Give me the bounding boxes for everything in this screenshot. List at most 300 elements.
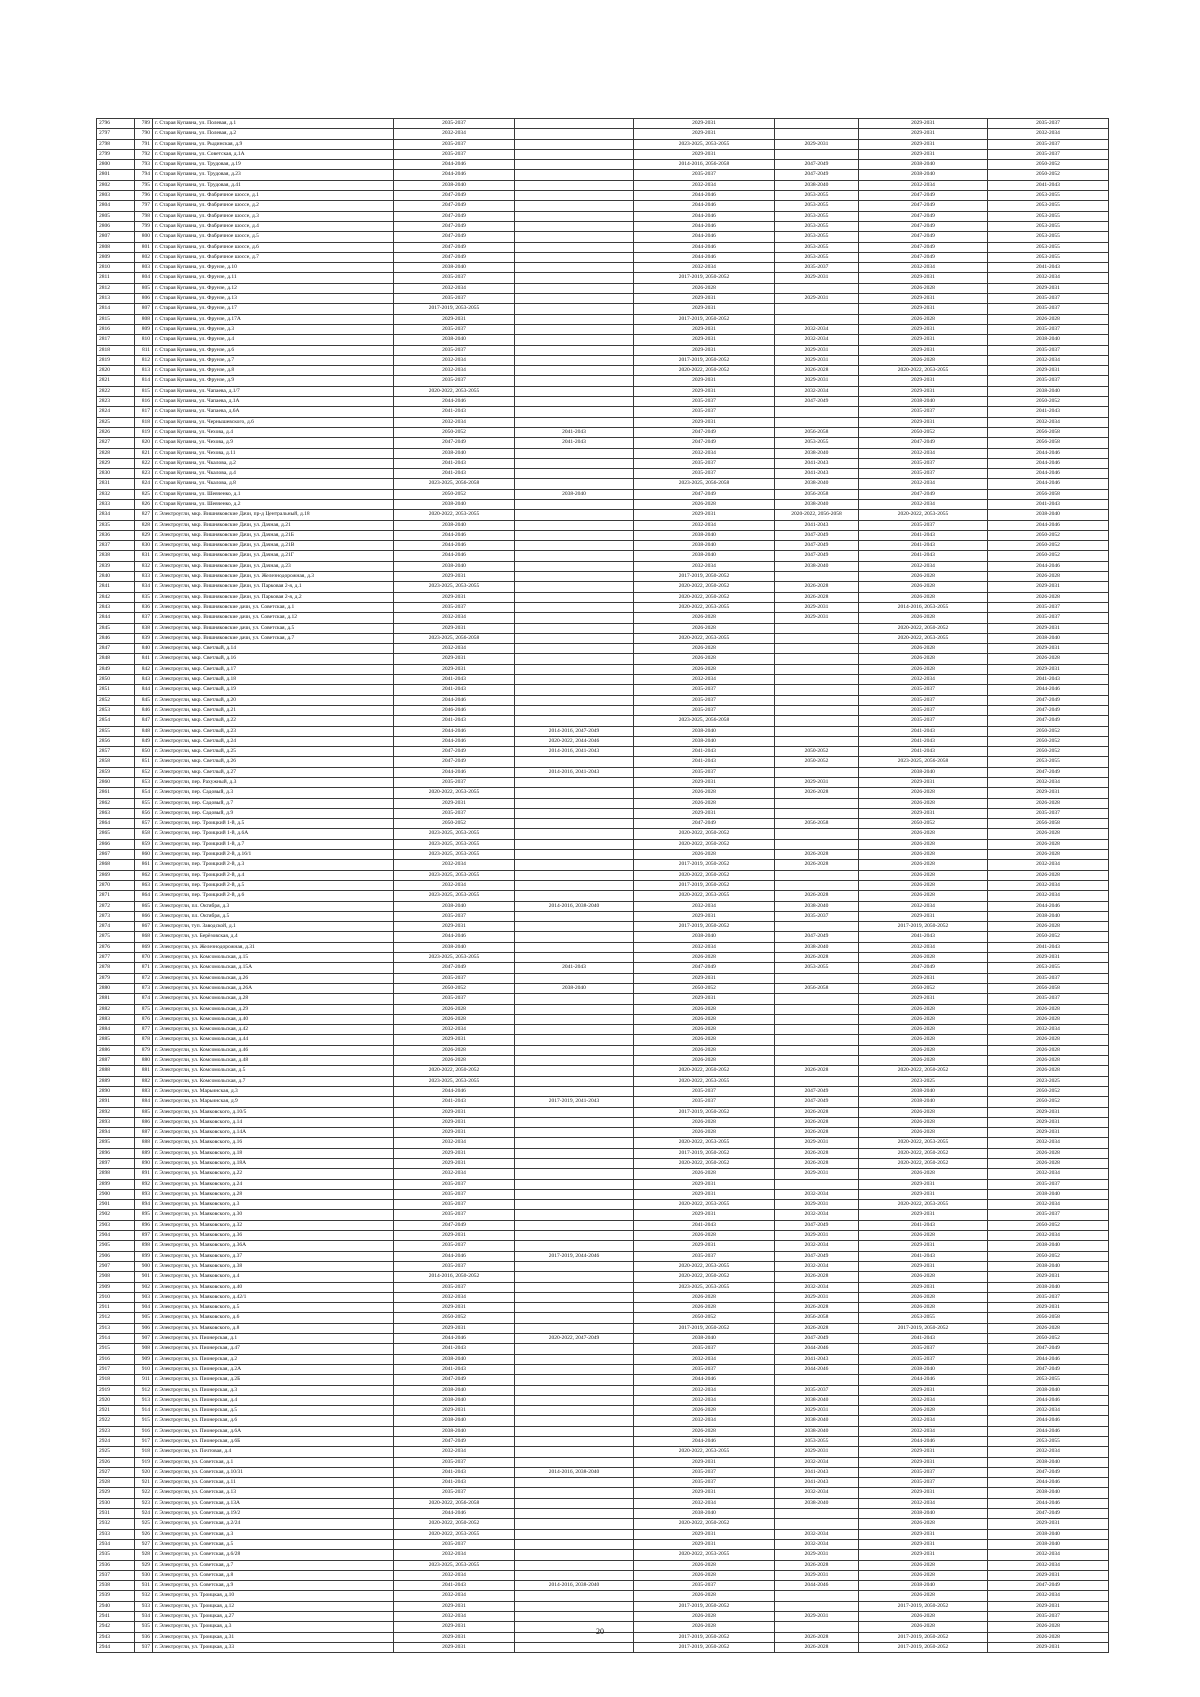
- cell-period-3: 2020-2022, 2053-2055: [634, 633, 775, 643]
- cell-house-index: 827: [135, 510, 153, 520]
- cell-period-1: 2041-2043: [394, 1364, 515, 1374]
- cell-period-1: 2050-2052: [394, 1313, 515, 1323]
- cell-row-number: 2940: [97, 1601, 135, 1611]
- table-row: [97, 458, 1109, 468]
- cell-period-1: 2047-2049: [394, 757, 515, 767]
- cell-row-number: 2937: [97, 1570, 135, 1580]
- cell-house-index: 885: [135, 1107, 153, 1117]
- cell-address: г. Электроугли, ул. Маяковского, д.38: [153, 1261, 394, 1271]
- cell-period-6: 2026-2028: [988, 314, 1109, 324]
- table-row: [97, 191, 1109, 201]
- cell-period-5: 2029-2031: [859, 1447, 988, 1457]
- cell-period-3: 2035-2037: [634, 1581, 775, 1591]
- cell-period-3: 2032-2034: [634, 263, 775, 273]
- cell-period-4: [775, 829, 859, 839]
- cell-period-4: [775, 726, 859, 736]
- cell-period-1: 2047-2049: [394, 201, 515, 211]
- cell-period-5: 2026-2028: [859, 1406, 988, 1416]
- cell-address: г. Электроугли, ул. Маяковского, д.16: [153, 1138, 394, 1148]
- cell-period-6: 2053-2055: [988, 1375, 1109, 1385]
- cell-house-index: 856: [135, 808, 153, 818]
- cell-period-5: 2044-2046: [859, 1437, 988, 1447]
- cell-house-index: 830: [135, 541, 153, 551]
- cell-period-3: 2017-2019, 2050-2052: [634, 1642, 775, 1652]
- cell-address: г. Электроугли, ул. Маяковского, д.10/5: [153, 1107, 394, 1117]
- cell-period-2: [515, 1025, 634, 1035]
- cell-period-2: [515, 1303, 634, 1313]
- cell-period-4: [775, 1519, 859, 1529]
- cell-address: г. Старая Купавна, ул. Фабричное шоссе, д.4: [153, 221, 394, 231]
- cell-period-6: 2047-2049: [988, 1344, 1109, 1354]
- cell-address: г. Электроугли, ул. Пионерская, д.2Б: [153, 1375, 394, 1385]
- cell-period-1: 2020-2022, 2056-2058: [394, 1498, 515, 1508]
- table-row: [97, 973, 1109, 983]
- cell-row-number: 2830: [97, 469, 135, 479]
- cell-house-index: 921: [135, 1478, 153, 1488]
- cell-house-index: 864: [135, 891, 153, 901]
- cell-period-1: 2041-2043: [394, 458, 515, 468]
- cell-period-6: 2035-2037: [988, 973, 1109, 983]
- cell-period-4: 2047-2049: [775, 932, 859, 942]
- cell-row-number: 2833: [97, 499, 135, 509]
- cell-period-2: [515, 654, 634, 664]
- cell-period-6: 2032-2034: [988, 1169, 1109, 1179]
- cell-period-2: [515, 1189, 634, 1199]
- cell-period-4: 2029-2031: [775, 1550, 859, 1560]
- table-row: [97, 324, 1109, 334]
- cell-house-index: 917: [135, 1437, 153, 1447]
- table-row: [97, 294, 1109, 304]
- cell-row-number: 2825: [97, 417, 135, 427]
- table-row: [97, 870, 1109, 880]
- table-row: [97, 963, 1109, 973]
- cell-period-4: [775, 973, 859, 983]
- cell-address: г. Электроугли, ул. Советская, д.2/24: [153, 1519, 394, 1529]
- cell-period-3: 2035-2037: [634, 695, 775, 705]
- cell-period-2: [515, 1210, 634, 1220]
- cell-house-index: 846: [135, 705, 153, 715]
- table-row: [97, 263, 1109, 273]
- cell-address: г. Старая Купавна, ул. Чкалова, д.4: [153, 469, 394, 479]
- cell-period-1: 2032-2034: [394, 613, 515, 623]
- cell-house-index: 835: [135, 592, 153, 602]
- table-row: [97, 705, 1109, 715]
- cell-period-2: [515, 180, 634, 190]
- cell-period-5: 2035-2037: [859, 469, 988, 479]
- cell-address: г. Старая Купавна, ул. Шевченко, д.2: [153, 499, 394, 509]
- cell-period-1: 2035-2037: [394, 1179, 515, 1189]
- cell-address: г. Старая Купавна, ул. Фабричное шоссе, д.6: [153, 242, 394, 252]
- cell-period-2: [515, 242, 634, 252]
- cell-period-5: 2020-2022, 2053-2055: [859, 1200, 988, 1210]
- cell-period-2: [515, 1282, 634, 1292]
- cell-period-4: 2035-2037: [775, 911, 859, 921]
- cell-period-1: 2020-2022, 2050-2052: [394, 1519, 515, 1529]
- cell-address: г. Старая Купавна, ул. Фрунзе, д.8: [153, 366, 394, 376]
- cell-row-number: 2918: [97, 1375, 135, 1385]
- cell-period-3: 2017-2019, 2050-2052: [634, 1107, 775, 1117]
- cell-period-3: 2017-2019, 2050-2052: [634, 572, 775, 582]
- cell-house-index: 795: [135, 180, 153, 190]
- table-row: [97, 1138, 1109, 1148]
- cell-period-4: 2020-2022, 2056-2058: [775, 510, 859, 520]
- cell-period-6: 2029-2031: [988, 953, 1109, 963]
- cell-house-index: 833: [135, 572, 153, 582]
- cell-period-1: 2044-2046: [394, 767, 515, 777]
- cell-period-1: 2029-2031: [394, 1632, 515, 1642]
- cell-period-2: [515, 469, 634, 479]
- table-row: [97, 1025, 1109, 1035]
- cell-address: г. Электроугли, мкр. Светлый, д.21: [153, 705, 394, 715]
- cell-period-1: 2023-2025, 2053-2055: [394, 953, 515, 963]
- cell-period-6: 2044-2046: [988, 469, 1109, 479]
- cell-house-index: 927: [135, 1539, 153, 1549]
- cell-address: г. Электроугли, пер. Троицкий 2-й, д.5: [153, 880, 394, 890]
- cell-house-index: 794: [135, 170, 153, 180]
- cell-period-3: 2044-2046: [634, 221, 775, 231]
- cell-period-3: 2026-2028: [634, 1426, 775, 1436]
- cell-period-6: 2035-2037: [988, 304, 1109, 314]
- cell-period-6: 2026-2028: [988, 829, 1109, 839]
- cell-house-index: 920: [135, 1467, 153, 1477]
- cell-house-index: 860: [135, 850, 153, 860]
- cell-period-1: 2035-2037: [394, 602, 515, 612]
- cell-period-6: 2050-2052: [988, 170, 1109, 180]
- cell-house-index: 905: [135, 1313, 153, 1323]
- cell-period-5: 2026-2028: [859, 1014, 988, 1024]
- cell-period-5: 2029-2031: [859, 1261, 988, 1271]
- cell-row-number: 2809: [97, 252, 135, 262]
- cell-address: г. Электроугли, мкр. Вишняковские Дачи, ул. Железнодорожная, д.3: [153, 572, 394, 582]
- cell-row-number: 2832: [97, 489, 135, 499]
- cell-address: г. Электроугли, ул. Маяковского, д.36: [153, 1231, 394, 1241]
- cell-address: г. Электроугли, пер. Рахужный, д.3: [153, 778, 394, 788]
- cell-period-2: [515, 1612, 634, 1622]
- table-row: [97, 1457, 1109, 1467]
- cell-period-1: 2023-2025, 2053-2055: [394, 870, 515, 880]
- cell-row-number: 2807: [97, 232, 135, 242]
- cell-period-1: 2038-2040: [394, 1416, 515, 1426]
- cell-period-4: [775, 1179, 859, 1189]
- cell-period-2: [515, 1488, 634, 1498]
- cell-period-1: 2029-2031: [394, 798, 515, 808]
- cell-period-4: 2044-2046: [775, 1581, 859, 1591]
- cell-period-1: 2041-2043: [394, 469, 515, 479]
- cell-period-1: 2035-2037: [394, 376, 515, 386]
- cell-row-number: 2863: [97, 808, 135, 818]
- cell-address: г. Электроугли, ул. Марьинская, д.9: [153, 1097, 394, 1107]
- cell-address: г. Старая Купавна, ул. Полевая, д.2: [153, 129, 394, 139]
- table-row: [97, 1179, 1109, 1189]
- cell-period-6: 2032-2034: [988, 1447, 1109, 1457]
- cell-period-5: 2029-2031: [859, 324, 988, 334]
- cell-period-4: 2035-2037: [775, 263, 859, 273]
- table-row: [97, 1529, 1109, 1539]
- cell-house-index: 857: [135, 819, 153, 829]
- cell-address: г. Старая Купавна, ул. Фрунзе, д.13: [153, 294, 394, 304]
- cell-address: г. Старая Купавна, ул. Шевченко, д.1: [153, 489, 394, 499]
- cell-house-index: 836: [135, 602, 153, 612]
- cell-period-6: 2035-2037: [988, 808, 1109, 818]
- cell-row-number: 2931: [97, 1509, 135, 1519]
- cell-period-4: 2029-2031: [775, 345, 859, 355]
- cell-period-1: 2038-2040: [394, 499, 515, 509]
- cell-period-6: 2056-2058: [988, 983, 1109, 993]
- cell-period-5: 2035-2037: [859, 1467, 988, 1477]
- cell-period-5: 2029-2031: [859, 376, 988, 386]
- table-row: [97, 860, 1109, 870]
- cell-row-number: 2939: [97, 1591, 135, 1601]
- table-row: [97, 1354, 1109, 1364]
- cell-address: г. Старая Купавна, ул. Фрунзе, д.12: [153, 283, 394, 293]
- cell-address: г. Электроугли, ул. Маяковского, д.6: [153, 1313, 394, 1323]
- cell-period-4: 2026-2028: [775, 1128, 859, 1138]
- cell-period-4: 2032-2034: [775, 1488, 859, 1498]
- cell-period-5: 2041-2043: [859, 747, 988, 757]
- cell-address: г. Старая Купавна, ул. Фабричное шоссе, д.1: [153, 191, 394, 201]
- cell-period-5: 2038-2040: [859, 1086, 988, 1096]
- cell-house-index: 902: [135, 1282, 153, 1292]
- cell-period-2: [515, 417, 634, 427]
- cell-period-5: 2038-2040: [859, 1364, 988, 1374]
- cell-row-number: 2917: [97, 1364, 135, 1374]
- cell-period-4: 2053-2055: [775, 201, 859, 211]
- cell-period-5: 2026-2028: [859, 1560, 988, 1570]
- cell-row-number: 2834: [97, 510, 135, 520]
- cell-period-5: 2035-2037: [859, 695, 988, 705]
- cell-period-5: 2029-2031: [859, 1488, 988, 1498]
- cell-period-5: 2041-2043: [859, 1334, 988, 1344]
- cell-row-number: 2871: [97, 891, 135, 901]
- cell-address: г. Электроугли, мкр. Светлый, д.19: [153, 685, 394, 695]
- cell-house-index: 824: [135, 479, 153, 489]
- cell-period-2: [515, 633, 634, 643]
- cell-period-2: [515, 942, 634, 952]
- cell-period-3: 2050-2052: [634, 1313, 775, 1323]
- cell-period-4: [775, 664, 859, 674]
- cell-period-5: 2026-2028: [859, 1591, 988, 1601]
- cell-period-3: 2026-2028: [634, 1056, 775, 1066]
- cell-period-6: 2032-2034: [988, 1200, 1109, 1210]
- table-row: [97, 201, 1109, 211]
- cell-period-5: 2026-2028: [859, 870, 988, 880]
- cell-row-number: 2801: [97, 170, 135, 180]
- cell-address: г. Электроугли, ул. Комсомольская, д.7: [153, 1076, 394, 1086]
- cell-period-1: 2044-2046: [394, 736, 515, 746]
- cell-period-5: 2032-2034: [859, 499, 988, 509]
- cell-row-number: 2896: [97, 1148, 135, 1158]
- cell-period-3: 2035-2037: [634, 705, 775, 715]
- cell-period-1: 2026-2028: [394, 1014, 515, 1024]
- cell-row-number: 2840: [97, 572, 135, 582]
- cell-row-number: 2877: [97, 953, 135, 963]
- table-row: [97, 757, 1109, 767]
- cell-period-2: [515, 1498, 634, 1508]
- cell-period-2: [515, 211, 634, 221]
- cell-row-number: 2928: [97, 1478, 135, 1488]
- cell-period-6: 2044-2046: [988, 1478, 1109, 1488]
- cell-period-3: 2041-2043: [634, 1220, 775, 1230]
- cell-row-number: 2870: [97, 880, 135, 890]
- cell-house-index: 799: [135, 221, 153, 231]
- table-row: [97, 1570, 1109, 1580]
- cell-period-3: 2020-2022, 2050-2052: [634, 1158, 775, 1168]
- cell-period-4: 2056-2058: [775, 819, 859, 829]
- table-row: [97, 1488, 1109, 1498]
- cell-period-2: [515, 891, 634, 901]
- cell-period-2: [515, 922, 634, 932]
- cell-address: г. Электроугли, пер. Троицкий 2-й, д.6: [153, 891, 394, 901]
- cell-period-5: 2026-2028: [859, 1107, 988, 1117]
- cell-period-6: 2044-2046: [988, 1498, 1109, 1508]
- cell-period-2: [515, 953, 634, 963]
- cell-row-number: 2836: [97, 530, 135, 540]
- cell-period-1: 2044-2046: [394, 1509, 515, 1519]
- cell-row-number: 2865: [97, 829, 135, 839]
- cell-house-index: 889: [135, 1148, 153, 1158]
- cell-period-3: 2038-2040: [634, 1509, 775, 1519]
- cell-house-index: 816: [135, 397, 153, 407]
- table-row: [97, 427, 1109, 437]
- cell-row-number: 2866: [97, 839, 135, 849]
- cell-address: г. Электроугли, ул. Советская, д.7: [153, 1560, 394, 1570]
- cell-period-3: 2035-2037: [634, 1086, 775, 1096]
- cell-period-1: 2023-2025, 2056-2058: [394, 633, 515, 643]
- cell-period-2: 2041-2043: [515, 438, 634, 448]
- cell-row-number: 2806: [97, 221, 135, 231]
- cell-period-6: 2032-2034: [988, 778, 1109, 788]
- cell-period-3: 2029-2031: [634, 1539, 775, 1549]
- cell-period-6: 2044-2046: [988, 1354, 1109, 1364]
- cell-period-2: [515, 664, 634, 674]
- cell-period-5: 2029-2031: [859, 345, 988, 355]
- cell-period-6: 2035-2037: [988, 149, 1109, 159]
- cell-period-3: 2020-2022, 2050-2052: [634, 1066, 775, 1076]
- table-row: [97, 1364, 1109, 1374]
- cell-house-index: 926: [135, 1529, 153, 1539]
- cell-house-index: 884: [135, 1097, 153, 1107]
- cell-period-4: [775, 808, 859, 818]
- table-row: [97, 726, 1109, 736]
- cell-house-index: 855: [135, 798, 153, 808]
- cell-period-3: 2047-2049: [634, 819, 775, 829]
- cell-period-6: 2053-2055: [988, 252, 1109, 262]
- cell-row-number: 2813: [97, 294, 135, 304]
- cell-period-1: 2020-2022, 2050-2052: [394, 1066, 515, 1076]
- cell-period-2: [515, 572, 634, 582]
- cell-period-1: 2032-2034: [394, 129, 515, 139]
- cell-address: г. Старая Купавна, ул. Фрунзе, д.3: [153, 324, 394, 334]
- cell-period-6: 2050-2052: [988, 932, 1109, 942]
- cell-period-4: [775, 870, 859, 880]
- cell-period-6: 2029-2031: [988, 623, 1109, 633]
- cell-period-3: 2044-2046: [634, 232, 775, 242]
- cell-period-1: 2038-2040: [394, 180, 515, 190]
- cell-period-3: 2029-2031: [634, 1210, 775, 1220]
- table-row: [97, 1550, 1109, 1560]
- cell-house-index: 886: [135, 1117, 153, 1127]
- cell-period-4: [775, 1035, 859, 1045]
- table-row: [97, 252, 1109, 262]
- cell-row-number: 2874: [97, 922, 135, 932]
- cell-period-4: 2032-2034: [775, 386, 859, 396]
- cell-period-2: [515, 273, 634, 283]
- cell-period-2: [515, 1066, 634, 1076]
- cell-period-2: 2014-2016, 2047-2049: [515, 726, 634, 736]
- cell-period-6: 2044-2046: [988, 901, 1109, 911]
- cell-row-number: 2899: [97, 1179, 135, 1189]
- cell-period-5: 2029-2031: [859, 1550, 988, 1560]
- table-row: [97, 489, 1109, 499]
- cell-period-4: 2026-2028: [775, 1107, 859, 1117]
- cell-period-2: 2038-2040: [515, 489, 634, 499]
- cell-address: г. Электроугли, ул. Советская, д.3: [153, 1529, 394, 1539]
- cell-house-index: 918: [135, 1447, 153, 1457]
- cell-period-2: [515, 1550, 634, 1560]
- cell-period-5: 2029-2031: [859, 1282, 988, 1292]
- cell-row-number: 2800: [97, 160, 135, 170]
- cell-period-4: 2029-2031: [775, 1138, 859, 1148]
- cell-period-1: 2035-2037: [394, 1457, 515, 1467]
- cell-period-6: 2029-2031: [988, 582, 1109, 592]
- cell-period-6: 2050-2052: [988, 747, 1109, 757]
- cell-period-3: 2026-2028: [634, 1128, 775, 1138]
- cell-period-4: 2026-2028: [775, 1066, 859, 1076]
- table-row: [97, 1385, 1109, 1395]
- cell-period-4: [775, 880, 859, 890]
- cell-address: г. Электроугли, ул. Пионерская, д.5: [153, 1406, 394, 1416]
- cell-period-6: 2038-2040: [988, 510, 1109, 520]
- table-row: [97, 1539, 1109, 1549]
- cell-period-3: 2029-2031: [634, 119, 775, 129]
- cell-period-3: 2038-2040: [634, 1334, 775, 1344]
- cell-period-2: [515, 530, 634, 540]
- cell-address: г. Старая Купавна, ул. Фабричное шоссе, д.7: [153, 252, 394, 262]
- cell-period-1: 2023-2025, 2053-2055: [394, 891, 515, 901]
- cell-period-3: 2029-2031: [634, 417, 775, 427]
- cell-period-4: 2032-2034: [775, 1457, 859, 1467]
- cell-period-2: [515, 819, 634, 829]
- cell-period-5: 2029-2031: [859, 386, 988, 396]
- cell-period-4: 2053-2055: [775, 191, 859, 201]
- cell-period-4: [775, 994, 859, 1004]
- cell-period-4: [775, 633, 859, 643]
- cell-address: г. Электроугли, пер. Троицкий 1-й, д.7: [153, 839, 394, 849]
- cell-row-number: 2923: [97, 1426, 135, 1436]
- cell-period-4: 2026-2028: [775, 582, 859, 592]
- cell-period-4: [775, 1375, 859, 1385]
- cell-period-3: 2026-2028: [634, 1292, 775, 1302]
- cell-row-number: 2858: [97, 757, 135, 767]
- cell-period-3: 2026-2028: [634, 654, 775, 664]
- cell-period-4: 2029-2031: [775, 273, 859, 283]
- cell-address: г. Электроугли, пер. Троицкий 1-й, д.6А: [153, 829, 394, 839]
- cell-row-number: 2797: [97, 129, 135, 139]
- cell-address: г. Электроугли, ул. Маяковского, д.18А: [153, 1158, 394, 1168]
- cell-house-index: 823: [135, 469, 153, 479]
- cell-address: г. Старая Купавна, ул. Трудовая, д.41: [153, 180, 394, 190]
- cell-period-3: 2026-2028: [634, 788, 775, 798]
- cell-row-number: 2944: [97, 1642, 135, 1652]
- cell-period-3: 2029-2031: [634, 1179, 775, 1189]
- cell-period-6: 2053-2055: [988, 1437, 1109, 1447]
- cell-period-6: 2032-2034: [988, 1231, 1109, 1241]
- cell-house-index: 832: [135, 561, 153, 571]
- schedule-table: [96, 118, 1109, 1653]
- cell-house-index: 847: [135, 716, 153, 726]
- cell-row-number: 2935: [97, 1550, 135, 1560]
- cell-address: г. Старая Купавна, ул. Чехова, д.4: [153, 427, 394, 437]
